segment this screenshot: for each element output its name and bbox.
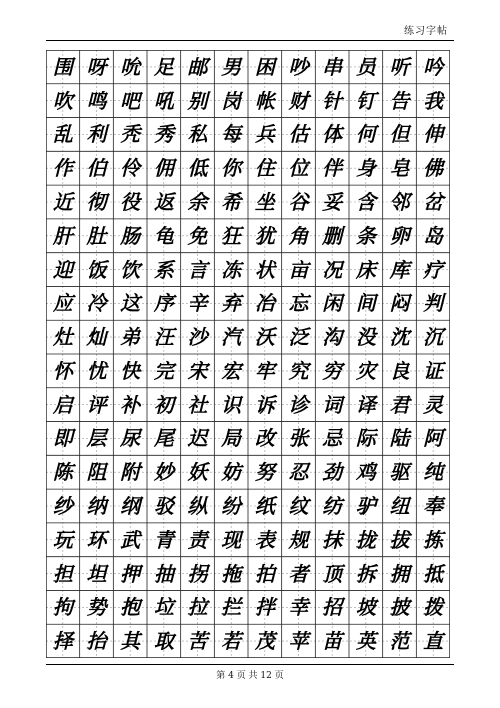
- practice-character: 顶: [322, 561, 343, 586]
- practice-character: 招: [322, 595, 343, 620]
- practice-character: 返: [153, 189, 174, 214]
- practice-character: 听: [389, 54, 410, 79]
- practice-character: 忍: [288, 460, 309, 485]
- practice-character: 判: [423, 291, 444, 316]
- practice-character: 忧: [86, 358, 107, 383]
- practice-character: 邻: [389, 189, 410, 214]
- practice-character: 汽: [221, 325, 242, 350]
- practice-character: 拉: [187, 595, 208, 620]
- practice-character: 其: [120, 629, 141, 654]
- practice-character: 垃: [153, 595, 174, 620]
- practice-character: 困: [254, 54, 275, 79]
- practice-character: 免: [187, 223, 208, 248]
- practice-character: 纲: [120, 493, 141, 518]
- practice-character: 社: [187, 392, 208, 417]
- practice-character: 诉: [254, 392, 275, 417]
- practice-character: 言: [187, 257, 208, 282]
- practice-character: 乱: [52, 122, 73, 147]
- practice-character: 纯: [423, 460, 444, 485]
- practice-character: 坡: [355, 595, 376, 620]
- practice-character: 弃: [221, 291, 242, 316]
- practice-character: 宏: [221, 358, 242, 383]
- practice-character: 没: [355, 325, 376, 350]
- practice-character: 泛: [288, 325, 309, 350]
- practice-character: 拐: [187, 561, 208, 586]
- practice-character: 狂: [221, 223, 242, 248]
- practice-character: 沙: [187, 325, 208, 350]
- practice-character: 纹: [288, 493, 309, 518]
- practice-character: 君: [389, 392, 410, 417]
- practice-character: 拥: [389, 561, 410, 586]
- practice-character: 押: [120, 561, 141, 586]
- practice-character: 伶: [120, 156, 141, 181]
- practice-character: 告: [389, 88, 410, 113]
- practice-character: 冶: [254, 291, 275, 316]
- practice-character: 条: [355, 223, 376, 248]
- practice-character: 抵: [423, 561, 444, 586]
- practice-character: 别: [187, 88, 208, 113]
- practice-character: 抽: [153, 561, 174, 586]
- practice-character: 拍: [254, 561, 275, 586]
- practice-character: 纺: [322, 493, 343, 518]
- practice-character: 岔: [423, 189, 444, 214]
- practice-character: 岗: [221, 88, 242, 113]
- page-number: 第 4 页 共 12 页: [216, 671, 284, 681]
- practice-character: 担: [52, 561, 73, 586]
- practice-character: 但: [389, 122, 410, 147]
- practice-character: 彻: [86, 189, 107, 214]
- practice-character: 帐: [254, 88, 275, 113]
- practice-character: 役: [120, 189, 141, 214]
- practice-character: 择: [52, 629, 73, 654]
- practice-character: 近: [52, 189, 73, 214]
- practice-character: 吟: [423, 54, 444, 79]
- practice-character: 劲: [322, 460, 343, 485]
- practice-character: 佛: [423, 156, 444, 181]
- practice-character: 局: [221, 426, 242, 451]
- practice-character: 谷: [288, 189, 309, 214]
- practice-character: 位: [288, 156, 309, 181]
- practice-character: 现: [221, 527, 242, 552]
- practice-character: 拢: [355, 527, 376, 552]
- practice-character: 青: [153, 527, 174, 552]
- practice-character: 住: [254, 156, 275, 181]
- practice-character: 冷: [86, 291, 107, 316]
- practice-character: 抱: [120, 595, 141, 620]
- practice-character: 弟: [120, 325, 141, 350]
- practice-character: 况: [322, 257, 343, 282]
- practice-character: 附: [120, 460, 141, 485]
- practice-character: 纵: [187, 493, 208, 518]
- practice-character: 快: [120, 358, 141, 383]
- practice-character: 茂: [254, 629, 275, 654]
- practice-character: 即: [52, 426, 73, 451]
- practice-character: 沉: [423, 325, 444, 350]
- practice-character: 犹: [254, 223, 275, 248]
- practice-character: 纽: [389, 493, 410, 518]
- header-rule: [46, 40, 454, 41]
- practice-character: 势: [86, 595, 107, 620]
- practice-character: 针: [322, 88, 343, 113]
- practice-character: 兵: [254, 122, 275, 147]
- practice-character: 纱: [52, 493, 73, 518]
- practice-character: 坐: [254, 189, 275, 214]
- practice-character: 妙: [153, 460, 174, 485]
- practice-character: 披: [389, 595, 410, 620]
- practice-character: 卵: [389, 223, 410, 248]
- practice-character: 诊: [288, 392, 309, 417]
- practice-character: 怀: [52, 358, 73, 383]
- practice-character: 吮: [120, 54, 141, 79]
- practice-character: 冻: [221, 257, 242, 282]
- practice-character: 龟: [153, 223, 174, 248]
- practice-character: 宋: [187, 358, 208, 383]
- practice-character: 岛: [423, 223, 444, 248]
- practice-character: 私: [187, 122, 208, 147]
- practice-character: 妥: [322, 189, 343, 214]
- practice-character: 英: [355, 629, 376, 654]
- practice-character: 串: [322, 54, 343, 79]
- practice-character: 我: [423, 88, 444, 113]
- practice-character: 肝: [52, 223, 73, 248]
- practice-character: 际: [355, 426, 376, 451]
- practice-character: 纷: [221, 493, 242, 518]
- practice-character: 完: [153, 358, 174, 383]
- practice-character: 钉: [355, 88, 376, 113]
- practice-character: 低: [187, 156, 208, 181]
- practice-character: 男: [221, 54, 242, 79]
- practice-character: 角: [288, 223, 309, 248]
- practice-character: 灾: [355, 358, 376, 383]
- practice-character: 汪: [153, 325, 174, 350]
- practice-character: 身: [355, 156, 376, 181]
- practice-character: 范: [389, 629, 410, 654]
- practice-character: 纸: [254, 493, 275, 518]
- practice-character: 饭: [86, 257, 107, 282]
- practice-character: 抬: [86, 629, 107, 654]
- practice-character: 启: [52, 392, 73, 417]
- practice-character: 阻: [86, 460, 107, 485]
- practice-character: 纳: [86, 493, 107, 518]
- practice-character: 库: [389, 257, 410, 282]
- practice-character: 佣: [153, 156, 174, 181]
- practice-character: 吼: [153, 88, 174, 113]
- practice-character: 努: [254, 460, 275, 485]
- practice-character: 作: [52, 156, 73, 181]
- practice-character: 忘: [288, 291, 309, 316]
- practice-character: 环: [86, 527, 107, 552]
- practice-character: 系: [153, 257, 174, 282]
- practice-character: 吹: [52, 88, 73, 113]
- practice-character: 皂: [389, 156, 410, 181]
- practice-character: 评: [86, 392, 107, 417]
- practice-character: 这: [120, 291, 141, 316]
- practice-character: 责: [187, 527, 208, 552]
- practice-character: 幸: [288, 595, 309, 620]
- practice-character: 拖: [221, 561, 242, 586]
- practice-character: 员: [355, 54, 376, 79]
- practice-character: 拌: [254, 595, 275, 620]
- practice-character: 体: [322, 122, 343, 147]
- practice-character: 忌: [322, 426, 343, 451]
- practice-character: 拘: [52, 595, 73, 620]
- practice-character: 直: [423, 629, 444, 654]
- practice-character: 坦: [86, 561, 107, 586]
- practice-character: 尾: [153, 426, 174, 451]
- practice-character: 阿: [423, 426, 444, 451]
- practice-character: 财: [288, 88, 309, 113]
- practice-character: 你: [221, 156, 242, 181]
- practice-character: 改: [254, 426, 275, 451]
- practice-character: 灿: [86, 325, 107, 350]
- practice-character: 奉: [423, 493, 444, 518]
- practice-character: 伯: [86, 156, 107, 181]
- practice-character: 吧: [120, 88, 141, 113]
- practice-character: 何: [355, 122, 376, 147]
- practice-character: 初: [153, 392, 174, 417]
- practice-character: 沃: [254, 325, 275, 350]
- practice-character: 若: [221, 629, 242, 654]
- practice-character: 妖: [187, 460, 208, 485]
- practice-character: 每: [221, 122, 242, 147]
- character-grid: [46, 50, 450, 658]
- practice-character: 驳: [153, 493, 174, 518]
- practice-character: 拨: [423, 595, 444, 620]
- practice-character: 辛: [187, 291, 208, 316]
- practice-character: 估: [288, 122, 309, 147]
- practice-character: 邮: [187, 54, 208, 79]
- practice-character: 疗: [423, 257, 444, 282]
- practice-character: 删: [322, 223, 343, 248]
- practice-character: 饮: [120, 257, 141, 282]
- practice-character: 伴: [322, 156, 343, 181]
- practice-character: 吵: [288, 54, 309, 79]
- practice-character: 尿: [120, 426, 141, 451]
- practice-character: 牢: [254, 358, 275, 383]
- practice-character: 秀: [153, 122, 174, 147]
- practice-character: 层: [86, 426, 107, 451]
- practice-character: 利: [86, 122, 107, 147]
- practice-character: 围: [52, 54, 73, 79]
- practice-character: 序: [153, 291, 174, 316]
- practice-character: 驱: [389, 460, 410, 485]
- practice-character: 沟: [322, 325, 343, 350]
- header-title: 练习字帖: [404, 26, 448, 37]
- practice-character: 拦: [221, 595, 242, 620]
- practice-character: 张: [288, 426, 309, 451]
- practice-character: 应: [52, 291, 73, 316]
- footer-rule: [46, 664, 454, 665]
- practice-character: 沈: [389, 325, 410, 350]
- practice-character: 余: [187, 189, 208, 214]
- practice-character: 拔: [389, 527, 410, 552]
- practice-character: 陈: [52, 460, 73, 485]
- practice-character: 抹: [322, 527, 343, 552]
- practice-character: 伸: [423, 122, 444, 147]
- practice-character: 闲: [322, 291, 343, 316]
- practice-character: 鸣: [86, 88, 107, 113]
- practice-character: 含: [355, 189, 376, 214]
- practice-character: 闷: [389, 291, 410, 316]
- practice-character: 译: [355, 392, 376, 417]
- practice-character: 灵: [423, 392, 444, 417]
- practice-character: 妨: [221, 460, 242, 485]
- practice-character: 补: [120, 392, 141, 417]
- practice-character: 肚: [86, 223, 107, 248]
- practice-character: 床: [355, 257, 376, 282]
- practice-character: 取: [153, 629, 174, 654]
- practice-character: 表: [254, 527, 275, 552]
- practice-character: 苗: [322, 629, 343, 654]
- practice-character: 者: [288, 561, 309, 586]
- practice-grid: [46, 50, 450, 658]
- practice-character: 肠: [120, 223, 141, 248]
- practice-character: 拆: [355, 561, 376, 586]
- practice-character: 良: [389, 358, 410, 383]
- practice-character: 识: [221, 392, 242, 417]
- practice-character: 规: [288, 527, 309, 552]
- practice-character: 足: [153, 54, 174, 79]
- practice-character: 武: [120, 527, 141, 552]
- practice-character: 究: [288, 358, 309, 383]
- practice-character: 玩: [52, 527, 73, 552]
- practice-character: 驴: [355, 493, 376, 518]
- practice-character: 呀: [86, 54, 107, 79]
- practice-character: 迎: [52, 257, 73, 282]
- practice-character: 词: [322, 392, 343, 417]
- practice-character: 穷: [322, 358, 343, 383]
- practice-character: 陆: [389, 426, 410, 451]
- practice-character: 亩: [288, 257, 309, 282]
- practice-character: 希: [221, 189, 242, 214]
- practice-character: 证: [423, 358, 444, 383]
- practice-character: 迟: [187, 426, 208, 451]
- practice-character: 苦: [187, 629, 208, 654]
- practice-character: 苹: [288, 629, 309, 654]
- practice-character: 灶: [52, 325, 73, 350]
- practice-character: 鸡: [355, 460, 376, 485]
- practice-character: 间: [355, 291, 376, 316]
- practice-character: 拣: [423, 527, 444, 552]
- practice-character: 状: [254, 257, 275, 282]
- practice-character: 秃: [120, 122, 141, 147]
